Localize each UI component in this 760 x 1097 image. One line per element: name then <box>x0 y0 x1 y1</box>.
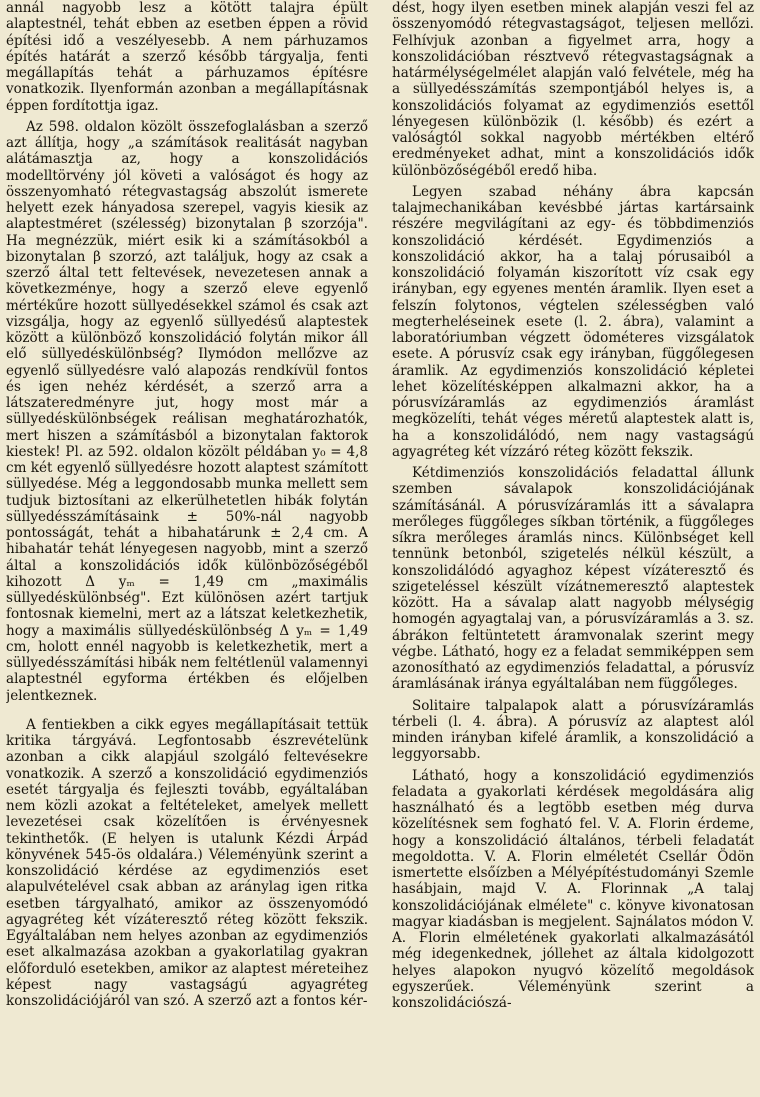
paragraph: Legyen szabad néhány ábra kapcsán talajmechanikában kevésbbé jártas kartársaink részére megvilágítani az egy- és többdimenziós konszolidáció kérdését. Egydimenziós a konszolidáció akkor, ha a talaj pórusaiból a konszolidáció folyamán kiszorított víz csak egy irányban, egy egyenes mentén áramlik. Ilyen eset a felszín folytonos, végtelen szélességben való megterheléseinek esete (l. 2. ábra), valamint a laboratóriumban végzett ödométeres vizsgálatok esete. A pórusvíz csak egy irányban, függőlegesen áramlik. Az egydimenziós konszolidáció képletei lehet közelítésképpen alkalmazni akkor, ha a pórusvízáramlás az egydimenziós áramlást megközelíti, tehát véges méretű alaptestek alatt is, ha a konszolidálódó, nem nagy vastagságú agyagréteg két vízzáró réteg között fekszik. <box>392 183 754 460</box>
paragraph-gap <box>6 709 368 717</box>
left-column <box>6 0 368 1097</box>
paragraph: Solitaire talpalapok alatt a pórusvízáramlás térbeli (l. 4. ábra). A pórusvíz az alaptest alól minden irányban kifelé áramlik, a konszolidáció a leggyorsabb. <box>392 697 754 763</box>
paragraph: Látható, hogy a konszolidáció egydimenziós feladata a gyakorlati kérdések megoldására alig használható és a legtöbb esetben még durva közelítésnek sem fogható fel. V. A. Florin érdeme, hogy a konszolidáció általános, térbeli feladatát megoldotta. V. A. Florin elméletét Csellár Ödön ismertette elsőízben a Mélyépítéstudományi Szemle hasábjain, majd V. A. Florinnak „A talaj konszolidációjának elmélete" c. könyve kivonatosan magyar kiadásban is megjelent. Sajnálatos módon V. A. Florin elméletének gyakorlati alkalmazásától még idegenkednek, jóllehet az általa kidolgozott helyes alapokon nyugvó közelítő megoldások egyszerűek. Véleményünk szerint a konszolidációszá- <box>392 767 754 1011</box>
paragraph: Kétdimenziós konszolidációs feladattal állunk szemben sávalapok konszolidációjának számításánál. A pórusvízáramlás itt a sávalapra merőleges függőleges síkban történik, a függőleges síkra merőleges áramlás nincs. Különbséget kell tennünk betonból, szigetelés nélkül készült, a konszolidálódó agyaghoz képest vízáteresztő és szigeteléssel készült vízátnemeresztő alaptestek között. Ha a sávalap alatt nagyobb mélységig homogén agyagtalaj van, a pórusvízáramlás a 3. sz. ábrákon feltüntetett áramvonalak szerint megy végbe. Látható, hogy ez a feladat semmiképpen sem azonosítható az egydimenziós feladattal, a pórusvíz áramlásának iránya egyáltalában nem függőleges. <box>392 465 754 693</box>
right-column <box>392 0 754 1097</box>
paragraph: A fentiekben a cikk egyes megállapításait tettük kritika tárgyává. Legfontosabb észrevételünk azonban a cikk alapjául szolgáló feltevésekre vonatkozik. A szerző a konszolidáció egydimenziós esetét tárgyalja és fejleszti tovább, egyáltalában nem közli azokat a feltételeket, amelyek mellett levezetései csak közelítően is érvényesnek tekinthetők. (E helyen is utalunk Kézdi Árpád könyvének 545-ös oldalára.) Véleményünk szerint a konszolidáció kérdése az egydimenziós eset alapulvételével csak abban az aránylag igen ritka esetben tárgyalható, amikor az összenyomódó agyagréteg két vízáteresztő réteg között fekszik. Egyáltalában nem helyes azonban az egydimenziós eset alkalmazása azokban a gyakorlatilag gyakran előforduló esetekben, amikor az alaptest méreteihez képest nagy vastagságú agyagréteg konszolidációjáról van szó. A szerző azt a fontos kér- <box>6 716 368 1009</box>
paragraph: Az 598. oldalon közölt összefoglalásban a szerző azt állítja, hogy „a számítások realitását nagyban alátámasztja az, hogy a konszolidációs modelltörvény jól követi a valóságot és hogy az összenyomható rétegvastagság abszolút ismerete helyett ezek hányadosa szerepel, vagyis kiesik az alaptestméret (szélesség) bizonytalan β szorzója". Ha megnézzük, miért esik ki a számításokból a bizonytalan β szorzó, azt találjuk, hogy az csak a szerző által tett feltevések, nevezetesen annak a következménye, hogy a szerző eleve egyenlő mértékűre hozott süllyedésekkel számol és csak azt vizsgálja, hogy az egyenlő süllyedésű alaptestek között a különböző konszolidáció folytán mikor áll elő süllyedéskülönbség? Ilymódon mellőzve az egyenlő süllyedésre való alapozás rendkívül fontos és igen nehéz kérdését, a szerző arra a látszateredményre jut, hogy most már a süllyedéskülönbségek reálisan meghatározhatók, mert hiszen a számításból a bizonytalan faktorok kiestek! Pl. az 592. oldalon közölt példában y₀ = 4,8 cm két egyenlő süllyedésre hozott alaptest számított süllyedése. Még a leggondosabb munka mellett sem tudjuk biztosítani az elkerülhetetlen hibák folytán süllyedésszámításaink ± 50%-nál nagyobb pontosságát, tehát a hibahatárunk ± 2,4 cm. A hibahatár tehát lényegesen nagyobb, mint a szerző által a konszolidációs idők különbözőségéből kihozott Δ yₘ = 1,49 cm „maximális süllyedéskülönbség". Ezt különösen azért tartjuk fontosnak kiemelni, mert az a látszat keletkezhetik, hogy a maximális süllyedéskülönbség Δ yₘ = 1,49 cm, holott ennél nagyobb is keletkezhetik, mert a süllyedésszámítási hibák nem feltétlenül valamennyi alaptestnél egyforma értékben és előjelben jelentkeznek. <box>6 118 368 704</box>
paragraph: annál nagyobb lesz a kötött talajra épült alaptestnél, tehát ebben az esetben éppen a rövid építési idő a veszélyesebb. A nem párhuzamos építés határát a szerző később tárgyalja, fenti megállapítás tehát a párhuzamos építésre vonatkozik. Ilyenformán azonban a megállapításnak éppen fordítottja igaz. <box>6 0 368 114</box>
paragraph: dést, hogy ilyen esetben minek alapján veszi fel az összenyomódó rétegvastagságot, teljesen mellőzi. Felhívjuk azonban a figyelmet arra, hogy a konszolidációban résztvevő rétegvastagságnak a határmélységelmélet alapján való felvétele, még ha a süllyedésszámítás szempontjából helyes is, a konszolidációs folyamat az egydimenziós esettől lényegesen különbözik (l. később) és ezért a valóságtól sokkal nagyobb mértékben eltérő eredményeket adhat, mint a konszolidációs idők különbözőségéből eredő hiba. <box>392 0 754 179</box>
